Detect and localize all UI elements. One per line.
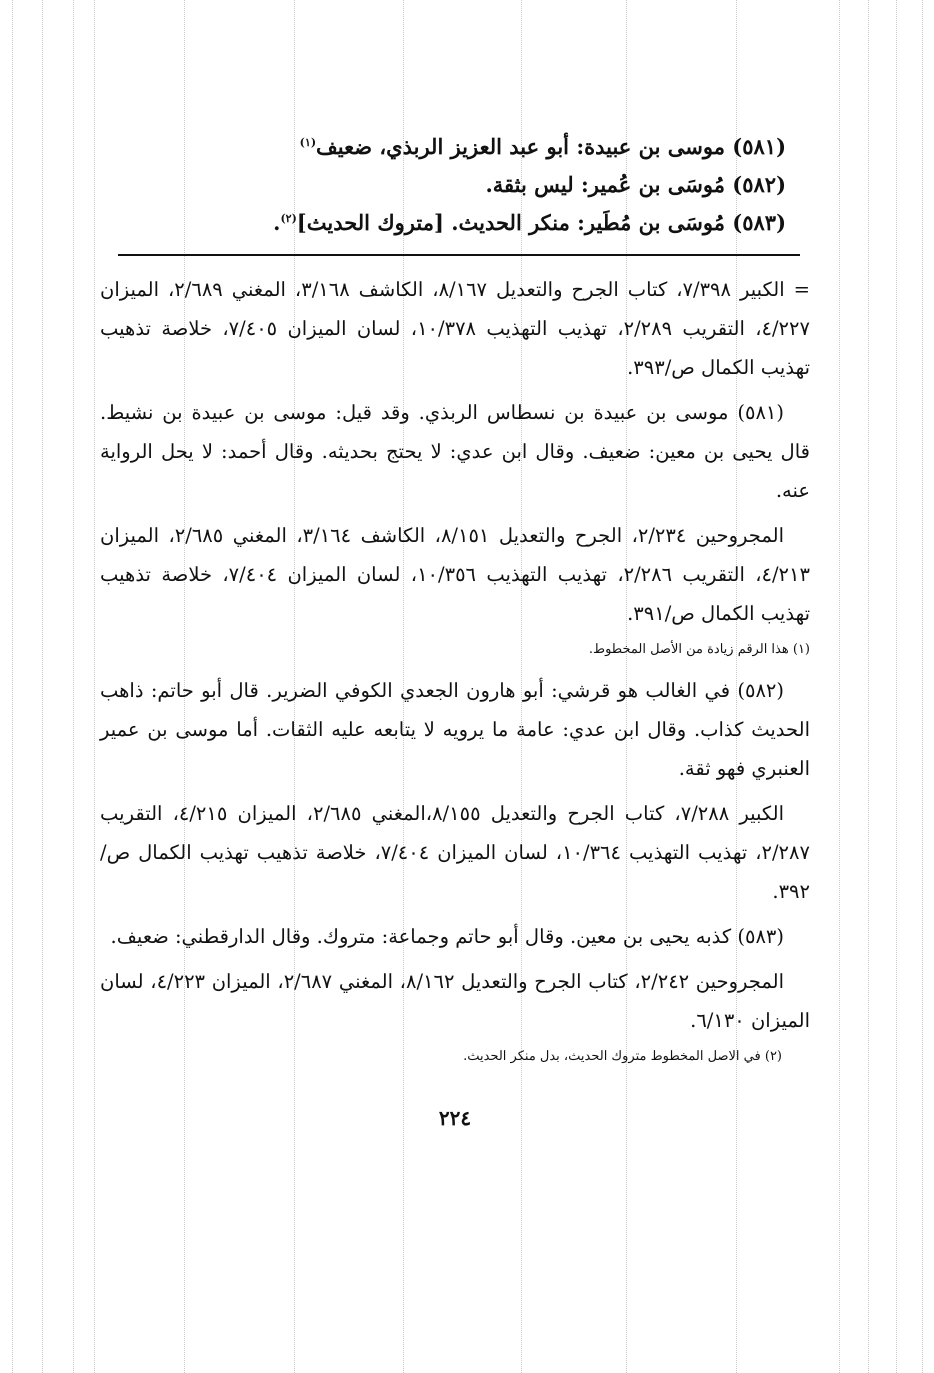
entry-582 (100, 166, 786, 204)
entry-text: (٥٨٣) مُوسَى بن مُطَير: منكر الحديث. [متروك الحديث] (296, 210, 786, 235)
note-583-text: (٥٨٣) كذبه يحيى بن معين. وقال أبو حاتم وجماعة: متروك. وقال الدارقطني: ضعيف. (110, 925, 784, 948)
footnote-marker: (٢) (280, 212, 297, 225)
note-582-references: الكبير ٧/٢٨٨، كتاب الجرح والتعديل ٨/١٥٥،المغني ٢/٦٨٥، الميزان ٤/٢١٥، التقريب ٢/٢٨٧، تهذيب التهذيب ١٠/٣٦٤، لسان الميزان ٧/٤٠٤، خلاصة تذهيب تهذيب الكمال ص/٣٩٢. (100, 802, 810, 903)
grid-line (73, 0, 74, 1373)
grid-line (839, 0, 840, 1373)
page-number: ٢٢٤ (438, 1106, 472, 1130)
footnote-marker: (١) (299, 136, 317, 149)
grid-line (868, 0, 869, 1373)
grid-line (12, 0, 13, 1373)
note-582-text: (٥٨٢) في الغالب هو قرشي: أبو هارون الجعدي الكوفي الضرير. قال أبو حاتم: ذاهب الحديث كذاب. وقال ابن عدي: عامة ما يرويه لا يتابعه عليه الثقات. أما موسى بن عمير العنبري فهو ثقة. (100, 679, 810, 780)
footnote-1: (١) هذا الرقم زيادة من الأصل المخطوط. (588, 642, 810, 657)
grid-line (42, 0, 43, 1373)
note-581-text: (٥٨١) موسى بن عبيدة بن نسطاس الربذي. وقد قيل: موسى بن عبيدة بن نشيط. قال يحيى بن معين: ضعيف. وقال ابن عدي: لا يحتج بحديثه. وقال أحمد: لا يحل الرواية عنه. (100, 401, 810, 502)
entry-581 (100, 128, 786, 166)
note-carryover: = الكبير ٧/٣٩٨، كتاب الجرح والتعديل ٨/١٦٧، الكاشف ٣/١٦٨، المغني ٢/٦٨٩، الميزان ٤/٢٢٧، التقريب ٢/٢٨٩، تهذيب التهذيب ١٠/٣٧٨، لسان الميزان ٧/٤٠٥، خلاصة تذهيب تهذيب الكمال ص/٣٩٣. (100, 278, 810, 379)
entry-583 (100, 204, 786, 242)
notes-divider (118, 254, 800, 256)
entry-end: . (273, 210, 281, 235)
entry-text: (٥٨١) موسى بن عبيدة: أبو عبد العزيز الربذي، ضعيف (316, 134, 786, 159)
book-page (100, 128, 810, 1130)
main-entries (100, 128, 786, 242)
grid-line (896, 0, 897, 1373)
note-581-references: المجروحين ٢/٢٣٤، الجرح والتعديل ٨/١٥١، الكاشف ٣/١٦٤، المغني ٢/٦٨٥، الميزان ٤/٢١٣، التقريب ٢/٢٨٦، تهذيب التهذيب ١٠/٣٥٦، لسان الميزان ٧/٤٠٤، خلاصة تذهيب تهذيب الكمال ص/٣٩١. (100, 524, 810, 625)
entry-text: (٥٨٢) مُوسَى بن عُمير: ليس بثقة. (485, 172, 786, 197)
notes-section (100, 270, 810, 1068)
footnote-2: (٢) في الاصل المخطوط متروك الحديث، بدل منكر الحديث. (463, 1049, 782, 1064)
grid-line (922, 0, 923, 1373)
grid-line (94, 0, 95, 1373)
note-583-references: المجروحين ٢/٢٤٢، كتاب الجرح والتعديل ٨/١٦٢، المغني ٢/٦٨٧، الميزان ٤/٢٢٣، لسان الميزان ٦/١٣٠. (100, 970, 810, 1032)
